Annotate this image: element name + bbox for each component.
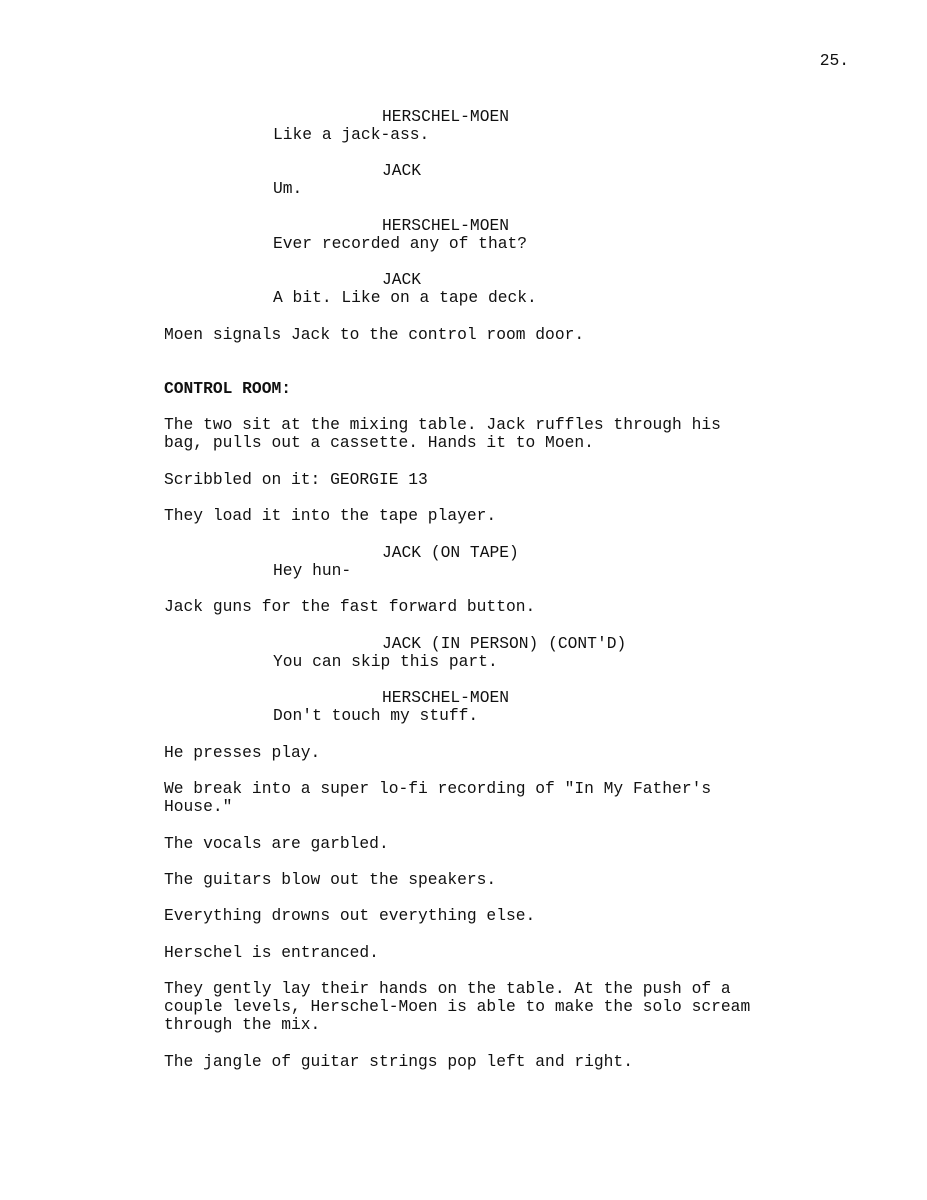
action-line: He presses play. — [164, 743, 321, 762]
action-line: through the mix. — [164, 1015, 321, 1034]
dialogue-line: A bit. Like on a tape deck. — [273, 288, 537, 307]
action-line: The guitars blow out the speakers. — [164, 870, 497, 889]
action-line: House." — [164, 797, 233, 816]
action-line: The jangle of guitar strings pop left and right. — [164, 1052, 633, 1071]
character-cue: HERSCHEL-MOEN — [382, 107, 510, 126]
dialogue-line: You can skip this part. — [273, 652, 498, 671]
action-line: Herschel is entranced. — [164, 943, 379, 962]
dialogue-line: Um. — [273, 179, 303, 198]
action-line: The two sit at the mixing table. Jack ruffles through his — [164, 415, 721, 434]
character-cue: JACK — [382, 270, 422, 289]
action-line: Everything drowns out everything else. — [164, 906, 536, 925]
scene-heading: CONTROL ROOM: — [164, 379, 292, 398]
dialogue-line: Like a jack-ass. — [273, 125, 430, 144]
dialogue-line: Don't touch my stuff. — [273, 706, 479, 725]
action-line: Moen signals Jack to the control room door. — [164, 325, 585, 344]
action-line: couple levels, Herschel-Moen is able to make the solo scream — [164, 997, 751, 1016]
character-cue: HERSCHEL-MOEN — [382, 216, 510, 235]
page-number: 25. — [819, 51, 849, 70]
dialogue-line: Ever recorded any of that? — [273, 234, 528, 253]
character-cue: JACK (ON TAPE) — [382, 543, 519, 562]
character-cue: JACK (IN PERSON) (CONT'D) — [382, 634, 627, 653]
character-cue: HERSCHEL-MOEN — [382, 688, 510, 707]
action-line: Scribbled on it: GEORGIE 13 — [164, 470, 428, 489]
action-line: They gently lay their hands on the table. At the push of a — [164, 979, 731, 998]
action-line: The vocals are garbled. — [164, 834, 389, 853]
action-line: They load it into the tape player. — [164, 506, 497, 525]
dialogue-line: Hey hun- — [273, 561, 352, 580]
action-line: We break into a super lo-fi recording of "In My Father's — [164, 779, 712, 798]
action-line: Jack guns for the fast forward button. — [164, 597, 536, 616]
action-line: bag, pulls out a cassette. Hands it to Moen. — [164, 433, 594, 452]
character-cue: JACK — [382, 161, 422, 180]
